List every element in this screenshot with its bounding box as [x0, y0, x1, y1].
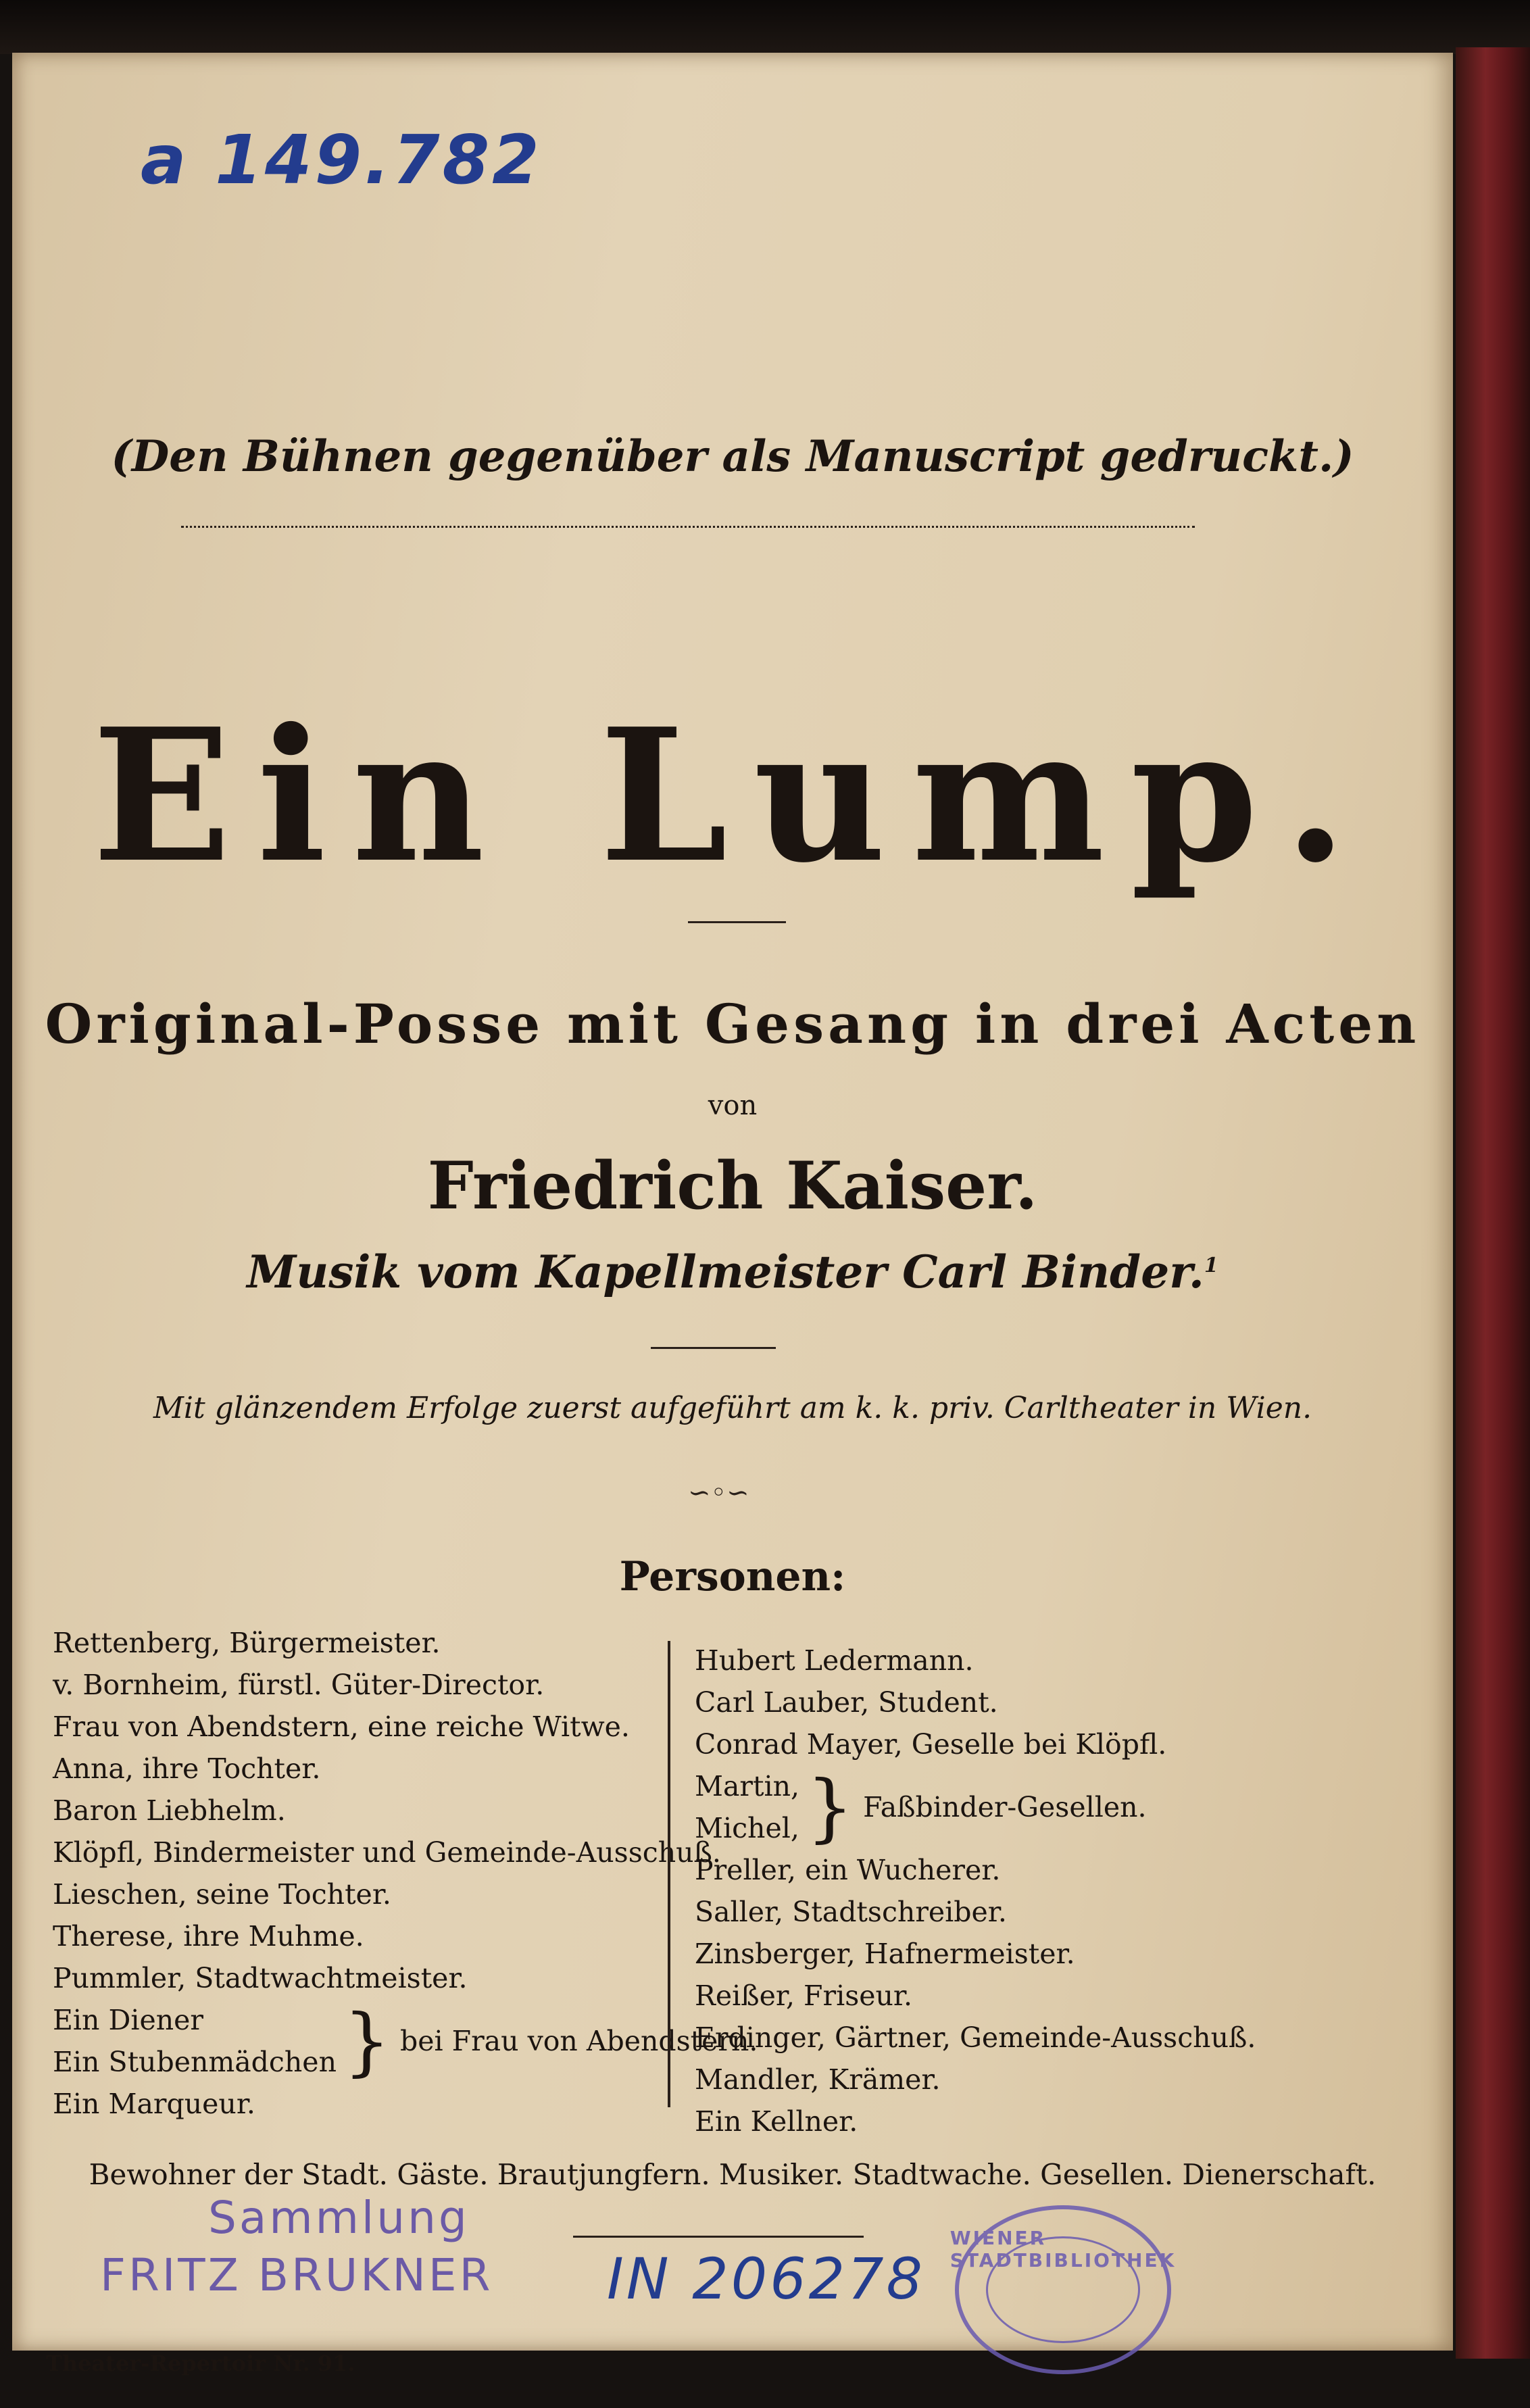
cast-list-right — [695, 1640, 1371, 2142]
music-credit-text: Musik vom Kapellmeister Carl Binder. — [247, 1246, 1204, 1298]
cast-entry: Lieschen, seine Tochter. — [53, 1878, 391, 1911]
cast-group-servants — [53, 1998, 758, 2084]
cast-entry: Therese, ihre Muhme. — [53, 1920, 364, 1952]
series-footer: Theater-Repertoir Nr. 91. — [46, 2351, 355, 2376]
book-binding-right — [1456, 47, 1530, 2359]
cast-entry: Conrad Mayer, Geselle bei Klöpfl. — [695, 1728, 1167, 1761]
cast-group-label: Faßbinder-Gesellen. — [863, 1791, 1147, 1823]
music-rule — [651, 1347, 776, 1349]
cast-entry: v. Bornheim, fürstl. Güter-Director. — [53, 1669, 545, 1701]
ornament-divider: ∽◦∽ — [688, 1477, 749, 1508]
premiere-note: Mit glänzendem Erfolge zuerst aufgeführt am k. k. priv. Carltheater in Wien. — [153, 1391, 1312, 1425]
cast-group-label: bei Frau von Abendstern. — [399, 2025, 758, 2057]
cast-entry: Anna, ihre Tochter. — [53, 1752, 321, 1785]
cast-group-coopers — [695, 1765, 1371, 1849]
cast-entry: Frau von Abendstern, eine reiche Witwe. — [53, 1711, 630, 1743]
inventory-number: IN 206278 — [607, 2246, 925, 2312]
extras-list: Bewohner der Stadt. Gäste. Brautjungfern. Musiker. Stadtwache. Gesellen. Dienerschaft. — [89, 2158, 1377, 2191]
book-edge-top — [0, 0, 1530, 54]
handwritten-call-number: a 149.782 — [141, 120, 542, 199]
cast-entry: Mandler, Krämer. — [695, 2063, 941, 2096]
cast-entry: Klöpfl, Bindermeister und Gemeinde-Ausschuß. — [53, 1836, 721, 1869]
cast-entry: Pummler, Stadtwachtmeister. — [53, 1962, 468, 1994]
cast-entry: Michel, — [695, 1812, 799, 1844]
music-credit — [12, 1246, 1453, 1298]
notice-underline — [181, 526, 1195, 528]
cast-entry: Ein Diener — [53, 2004, 203, 2036]
manuscript-notice: (Den Bühnen gegenüber als Manuscript gedruckt.) — [111, 431, 1354, 482]
cast-entry: Rettenberg, Bürgermeister. — [53, 1627, 441, 1659]
cast-entry: Preller, ein Wucherer. — [695, 1854, 1001, 1886]
column-divider — [668, 1641, 670, 2107]
cast-entry: Ein Marqueur. — [53, 2088, 255, 2120]
cast-entry: Reißer, Friseur. — [695, 1980, 913, 2012]
collection-stamp-line1: Sammlung — [208, 2192, 470, 2244]
cast-entry: Hubert Ledermann. — [695, 1644, 974, 1677]
author-name: Friedrich Kaiser. — [427, 1148, 1038, 1224]
curly-brace: } — [343, 1998, 391, 2084]
cast-entry: Baron Liebhelm. — [53, 1794, 286, 1827]
play-subtitle: Original-Posse mit Gesang in drei Acten — [45, 992, 1421, 1056]
cast-entry: Saller, Stadtschreiber. — [695, 1896, 1007, 1928]
collection-stamp-line2: FRITZ BRUKNER — [100, 2249, 493, 2301]
cast-entry: Carl Lauber, Student. — [695, 1686, 998, 1719]
library-round-stamp: WIENER STADTBIBLIOTHEK — [955, 2205, 1171, 2374]
title-rule — [688, 921, 786, 923]
curly-brace: } — [806, 1764, 854, 1850]
cast-entry: Zinsberger, Hafnermeister. — [695, 1938, 1075, 1970]
title-page — [12, 53, 1453, 2376]
cast-entry: Ein Stubenmädchen — [53, 2046, 337, 2078]
cast-entry: Ein Kellner. — [695, 2105, 858, 2138]
stamp-rule — [573, 2236, 864, 2238]
play-title: Ein Lump. — [92, 688, 1373, 903]
cast-entry: Erdinger, Gärtner, Gemeinde-Ausschuß. — [695, 2021, 1256, 2054]
footnote-mark: 1 — [1204, 1254, 1218, 1277]
cast-heading: Personen: — [619, 1553, 846, 1600]
cast-entry: Martin, — [695, 1770, 800, 1802]
by-line: von — [708, 1090, 758, 1121]
